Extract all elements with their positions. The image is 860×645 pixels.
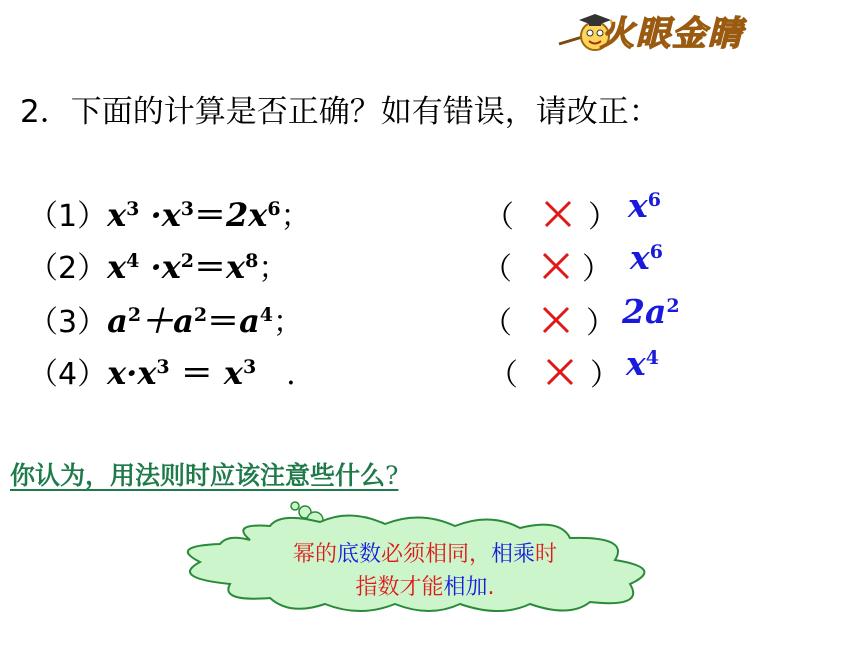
answer-term: x bbox=[626, 344, 646, 383]
lhs-term: ·x bbox=[139, 248, 181, 286]
answer-exponent: 4 bbox=[645, 347, 659, 369]
paren-open: （ bbox=[488, 358, 518, 393]
cloud-segment: 相乘 bbox=[491, 542, 536, 567]
exercise-row bbox=[28, 296, 303, 346]
prompt-question-mark: ? bbox=[385, 461, 399, 490]
answer-exponent: 6 bbox=[647, 189, 661, 211]
rhs-exponent: 8 bbox=[245, 250, 259, 272]
lhs-exponent: 3 bbox=[180, 198, 194, 220]
lhs-term: ＋a bbox=[141, 302, 194, 340]
lhs-term: ·x bbox=[139, 196, 181, 234]
answer-term: x bbox=[630, 238, 650, 277]
lhs-term: x·x bbox=[107, 354, 157, 392]
row-terminator: ； bbox=[273, 305, 304, 340]
logo-title: 火眼金睛 bbox=[600, 14, 744, 54]
wrong-mark-icon bbox=[544, 356, 576, 388]
corrected-answer bbox=[630, 238, 663, 277]
question-heading: 2．下面的计算是否正确？如有错误，请改正： bbox=[20, 94, 660, 130]
paren-open: （ bbox=[484, 200, 514, 235]
lhs-exponent: 3 bbox=[126, 198, 140, 220]
lhs-exponent: 2 bbox=[127, 304, 142, 326]
expression bbox=[107, 302, 273, 340]
corrected-answer bbox=[626, 344, 659, 383]
paren-open: （ bbox=[482, 306, 512, 341]
paren-close: ） bbox=[588, 200, 618, 235]
cloud-segment: 指数 bbox=[355, 575, 400, 600]
lhs-exponent: 4 bbox=[126, 250, 140, 272]
cloud-segment: 幂的 bbox=[292, 542, 337, 567]
exercise-row bbox=[28, 348, 316, 398]
equals-sign: ＝ bbox=[194, 196, 227, 234]
paren-open: （ bbox=[482, 252, 512, 287]
rhs-term: x bbox=[226, 248, 246, 286]
rhs-term: x bbox=[223, 354, 243, 392]
rhs-exponent: 3 bbox=[243, 356, 257, 378]
expression bbox=[107, 248, 258, 286]
answer-exponent: 2 bbox=[666, 295, 680, 317]
row-terminator: ； bbox=[258, 251, 289, 286]
cloud-segment: 时 bbox=[535, 542, 558, 567]
rhs-exponent: 6 bbox=[267, 198, 281, 220]
rhs-term: a bbox=[239, 302, 260, 340]
discussion-prompt bbox=[10, 456, 398, 492]
prompt-text: 你认为，用法则时应该注意些什么 bbox=[10, 461, 386, 490]
lhs-exponent: 2 bbox=[193, 304, 208, 326]
row-terminator: ； bbox=[280, 199, 311, 234]
corrected-answer bbox=[628, 186, 661, 225]
cloud-line-2 bbox=[230, 571, 620, 604]
lhs-term: x bbox=[107, 196, 127, 234]
rhs-exponent: 4 bbox=[259, 304, 274, 326]
lhs-exponent: 2 bbox=[180, 250, 194, 272]
cloud-segment: 底数 bbox=[336, 542, 381, 567]
corrected-answer bbox=[622, 292, 680, 331]
exercise-number: （2） bbox=[28, 251, 108, 286]
expression bbox=[107, 196, 281, 234]
rhs-term: 2x bbox=[226, 196, 268, 234]
exercise-number: （4） bbox=[28, 357, 108, 392]
wrong-mark-icon bbox=[540, 304, 572, 336]
answer-term: 2a bbox=[622, 292, 667, 331]
cloud-text bbox=[230, 538, 620, 604]
equals-sign: ＝ bbox=[169, 354, 224, 392]
row-terminator: ． bbox=[256, 357, 317, 392]
exercise-number: （3） bbox=[28, 305, 108, 340]
exercise-row bbox=[28, 190, 311, 240]
exercise-number: （1） bbox=[28, 199, 108, 234]
cloud-segment: 相加 bbox=[443, 575, 488, 600]
paren-close: ） bbox=[586, 306, 616, 341]
lhs-exponent: 3 bbox=[156, 356, 170, 378]
cloud-segment: 才能 bbox=[399, 575, 444, 600]
exercise-row bbox=[28, 242, 288, 292]
equals-sign: ＝ bbox=[207, 302, 240, 340]
cloud-segment: 必须相同， bbox=[380, 542, 491, 567]
equals-sign: ＝ bbox=[194, 248, 227, 286]
answer-exponent: 6 bbox=[649, 241, 663, 263]
answer-term: x bbox=[628, 186, 648, 225]
expression bbox=[107, 354, 256, 392]
paren-close: ） bbox=[590, 358, 620, 393]
paren-close: ） bbox=[582, 252, 612, 287]
lhs-term: x bbox=[107, 248, 127, 286]
cloud-segment: . bbox=[487, 575, 495, 600]
cloud-line-1 bbox=[230, 538, 620, 571]
wrong-mark-icon bbox=[540, 250, 572, 282]
lhs-term: a bbox=[107, 302, 128, 340]
wrong-mark-icon bbox=[542, 198, 574, 230]
